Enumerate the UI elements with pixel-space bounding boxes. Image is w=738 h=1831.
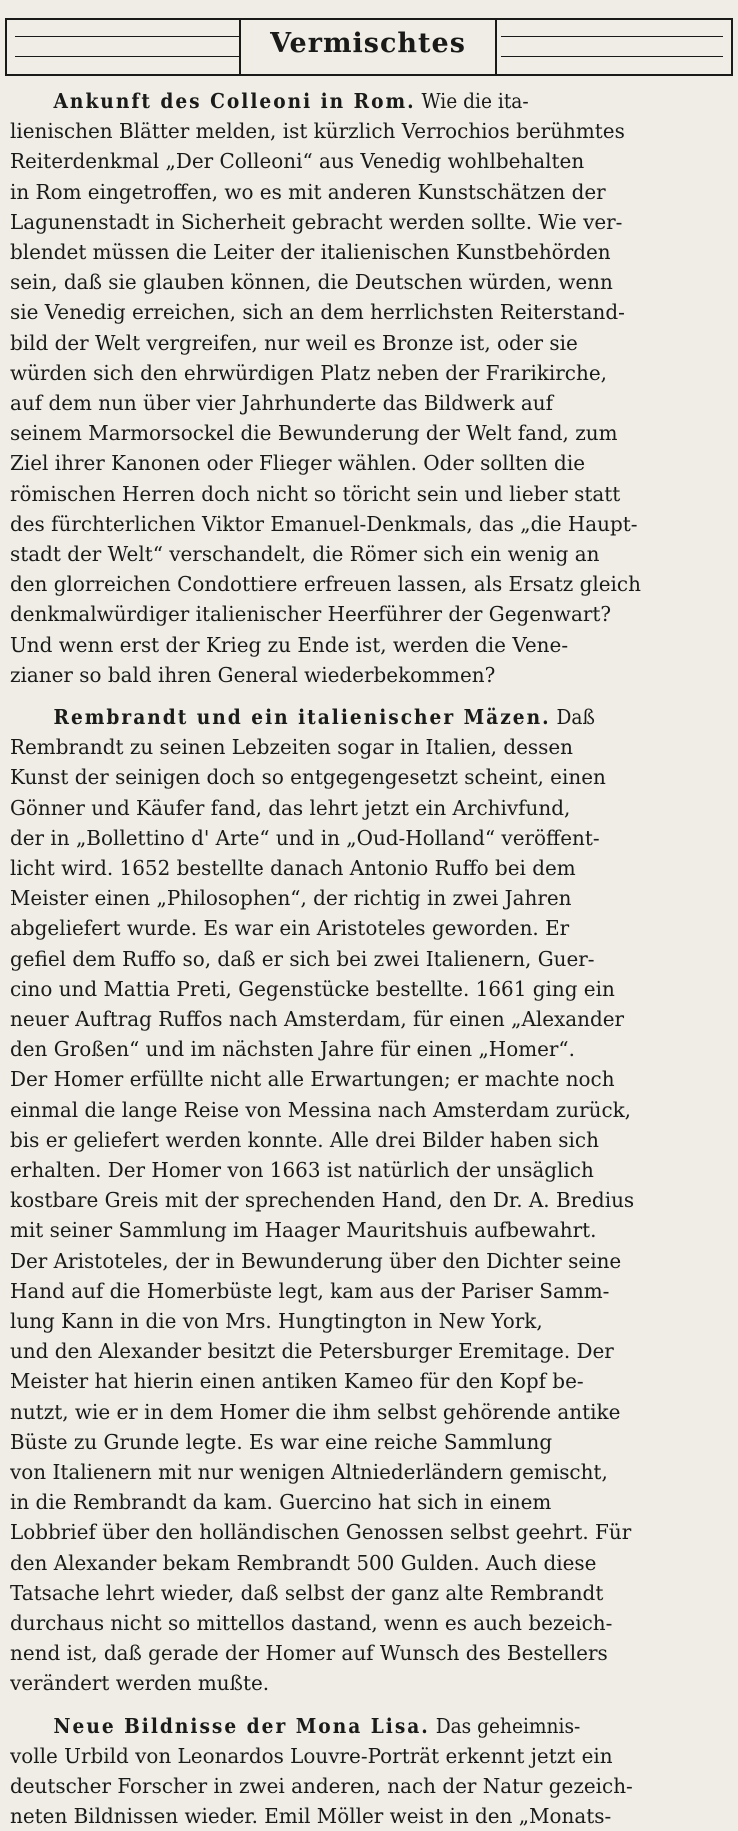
text-line <box>10 853 738 883</box>
text-line <box>10 793 738 823</box>
line-text: in Rom eingetroffen, wo es mit anderen Kunstschätzen der <box>10 179 606 204</box>
text-line <box>10 1548 738 1578</box>
line-text: der in „Bollettino d' Arte“ und in „Oud-Holland“ veröffent- <box>10 825 600 850</box>
text-line <box>10 177 738 207</box>
article-heading: Neue Bildnisse der Mona Lisa. <box>53 1713 430 1738</box>
line-text: Ziel ihrer Kanonen oder Flieger wählen. Oder sollten die <box>10 451 585 476</box>
line-text: bis er geliefert werden konnte. Alle drei Bilder haben sich <box>10 1127 599 1152</box>
line-text: Tatsache lehrt wieder, daß selbst der ganz alte Rembrandt <box>10 1580 604 1605</box>
line-text: Daß <box>550 705 595 729</box>
text-line <box>10 1366 738 1396</box>
text-line <box>10 569 738 599</box>
header-rule-left-top <box>15 36 239 37</box>
text-line <box>10 328 738 358</box>
text-line <box>10 702 738 732</box>
text-line <box>10 1306 738 1336</box>
text-line <box>10 1608 738 1638</box>
line-text: des fürchterlichen Viktor Emanuel-Denkmals, das „die Haupt- <box>10 511 638 536</box>
line-text: kostbare Greis mit der sprechenden Hand, den Dr. A. Bredius <box>10 1188 635 1213</box>
line-text: nutzt, wie er in dem Homer die ihm selbst gehörende antike <box>10 1399 621 1424</box>
text-line <box>10 86 738 116</box>
line-text: Büste zu Grunde legte. Es war eine reiche Sammlung <box>10 1429 553 1454</box>
text-line <box>10 1711 738 1741</box>
line-text: neuer Auftrag Ruffos nach Amsterdam, für einen „Alexander <box>10 1007 625 1031</box>
text-line <box>10 1215 738 1245</box>
text-line <box>10 1517 738 1547</box>
line-text: mit seiner Sammlung im Haager Mauritshuis aufbewahrt. <box>10 1218 597 1243</box>
line-text: Rembrandt zu seinen Lebzeiten sogar in Italien, dessen <box>10 735 574 760</box>
text-line <box>10 448 738 478</box>
text-line <box>10 1336 738 1366</box>
text-line <box>10 116 738 146</box>
text-line <box>10 660 738 690</box>
text-line <box>10 944 738 974</box>
text-line <box>10 1741 738 1771</box>
line-text: blendet müssen die Leiter der italienischen Kunstbehörden <box>10 240 611 264</box>
line-text: in die Rembrandt da kam. Guercino hat sich in einem <box>10 1490 552 1515</box>
text-line <box>10 1578 738 1608</box>
text-line <box>10 1457 738 1487</box>
text-line <box>10 237 738 267</box>
text-line <box>10 267 738 297</box>
text-line <box>10 630 738 660</box>
line-text: lienischen Blätter melden, ist kürzlich Verrochios berühmtes <box>10 119 625 144</box>
line-text: nend ist, daß gerade der Homer auf Wunsch des Bestellers <box>10 1641 608 1666</box>
section-title: Vermischtes <box>270 28 466 59</box>
line-text: gefiel dem Ruffo so, daß er sich bei zwei Italienern, Guer- <box>10 946 595 971</box>
line-text: würden sich den ehrwürdigen Platz neben der Frarikirche, <box>10 360 607 385</box>
section-header <box>5 18 733 76</box>
text-line <box>10 1034 738 1064</box>
line-text: stadt der Welt“ verschandelt, die Römer sich ein wenig an <box>10 542 600 566</box>
text-line <box>10 1487 738 1517</box>
line-text: Lagunenstadt in Sicherheit gebracht werden sollte. Wie ver- <box>10 209 623 234</box>
line-text: Reiterdenkmal „Der Colleoni“ aus Venedig wohlbehalten <box>10 149 585 174</box>
line-text: Und wenn erst der Krieg zu Ende ist, werden die Vene- <box>10 632 569 657</box>
line-text: seinem Marmorsockel die Bewunderung der Welt fand, zum <box>10 421 618 446</box>
line-text: neten Bildnissen wieder. Emil Möller weist in den „Monats- <box>10 1804 612 1829</box>
header-rule-left-bottom <box>15 56 239 57</box>
text-line <box>10 1771 738 1801</box>
text-line <box>10 1801 738 1831</box>
header-rule-right-top <box>501 36 723 37</box>
line-text: Gönner und Käufer fand, das lehrt jetzt ein Archivfund, <box>10 795 571 820</box>
line-text: Das geheimnis- <box>429 1713 581 1738</box>
text-line <box>10 479 738 509</box>
text-line <box>10 1276 738 1306</box>
line-text: auf dem nun über vier Jahrhunderte das Bildwerk auf <box>10 391 553 415</box>
text-line <box>10 509 738 539</box>
header-rule-right-bottom <box>501 56 723 57</box>
text-line <box>10 913 738 943</box>
text-line <box>10 1125 738 1155</box>
text-line <box>10 1668 738 1698</box>
text-line <box>10 388 738 418</box>
line-text: abgeliefert wurde. Es war ein Aristoteles geworden. Er <box>10 916 570 941</box>
line-text: durchaus nicht so mittellos dastand, wenn es auch bezeich- <box>10 1611 613 1635</box>
text-line <box>10 1246 738 1276</box>
text-line <box>10 358 738 388</box>
text-line <box>10 297 738 327</box>
text-line <box>10 823 738 853</box>
line-text: Der Homer erfüllte nicht alle Erwartungen; er machte noch <box>10 1067 615 1092</box>
header-divider-right <box>495 20 497 74</box>
text-line <box>10 1397 738 1427</box>
text-line <box>10 1427 738 1457</box>
text-line <box>10 762 738 792</box>
text-line <box>10 146 738 176</box>
text-line <box>10 883 738 913</box>
line-text: Meister einen „Philosophen“, der richtig in zwei Jahren <box>10 886 572 911</box>
line-text: Lobbrief über den holländischen Genossen selbst geehrt. Für <box>10 1520 632 1545</box>
line-text: römischen Herren doch nicht so töricht sein und lieber statt <box>10 481 621 506</box>
text-line <box>10 207 738 237</box>
line-text: verändert werden mußte. <box>10 1671 270 1696</box>
line-text: cino und Mattia Preti, Gegenstücke bestellte. 1661 ging ein <box>10 976 615 1001</box>
text-line <box>10 1638 738 1668</box>
line-text: Wie die ita- <box>415 89 529 113</box>
line-text: volle Urbild von Leonardos Louvre-Porträt erkennt jetzt ein <box>10 1743 613 1768</box>
line-text: denkmalwürdiger italienischer Heerführer der Gegenwart? <box>10 602 612 627</box>
text-line <box>10 599 738 629</box>
text-line <box>10 418 738 448</box>
line-text: sie Venedig erreichen, sich an dem herrlichsten Reiterstand- <box>10 300 625 325</box>
text-line <box>10 1095 738 1125</box>
text-line <box>10 974 738 1004</box>
text-line <box>10 732 738 762</box>
line-text: Kunst der seinigen doch so entgegengesetzt scheint, einen <box>10 765 606 790</box>
line-text: einmal die lange Reise von Messina nach Amsterdam zurück, <box>10 1097 632 1122</box>
line-text: bild der Welt vergreifen, nur weil es Bronze ist, oder sie <box>10 330 578 355</box>
line-text: Der Aristoteles, der in Bewunderung über den Dichter seine <box>10 1248 622 1273</box>
line-text: sein, daß sie glauben können, die Deutschen würden, wenn <box>10 270 613 295</box>
text-line <box>10 1004 738 1034</box>
line-text: den Alexander bekam Rembrandt 500 Gulden. Auch diese <box>10 1550 597 1575</box>
line-text: und den Alexander besitzt die Petersburger Eremitage. Der <box>10 1339 614 1364</box>
text-line <box>10 539 738 569</box>
line-text: den Großen“ und im nächsten Jahre für einen „Homer“. <box>10 1037 575 1062</box>
text-line <box>10 1155 738 1185</box>
text-line <box>10 1064 738 1094</box>
line-text: deutscher Forscher in zwei anderen, nach der Natur gezeich- <box>10 1774 633 1798</box>
article-heading: Ankunft des Colleoni in Rom. <box>53 89 416 113</box>
article-heading: Rembrandt und ein italienischer Mäzen. <box>53 705 551 729</box>
text-line <box>10 1185 738 1215</box>
line-text: licht wird. 1652 bestellte danach Antonio Ruffo bei dem <box>10 856 576 880</box>
line-text: zianer so bald ihren General wiederbekommen? <box>10 662 496 687</box>
line-text: lung Kann in die von Mrs. Hungtington in New York, <box>10 1309 543 1333</box>
line-text: Hand auf die Homerbüste legt, kam aus der Pariser Samm- <box>10 1278 610 1303</box>
line-text: den glorreichen Condottiere erfreuen lassen, als Ersatz gleich <box>10 572 641 597</box>
line-text: Meister hat hierin einen antiken Kameo für den Kopf be- <box>10 1369 584 1394</box>
line-text: erhalten. Der Homer von 1663 ist natürlich der unsäglich <box>10 1158 594 1182</box>
line-text: von Italienern mit nur wenigen Altniederländern gemischt, <box>10 1460 608 1484</box>
